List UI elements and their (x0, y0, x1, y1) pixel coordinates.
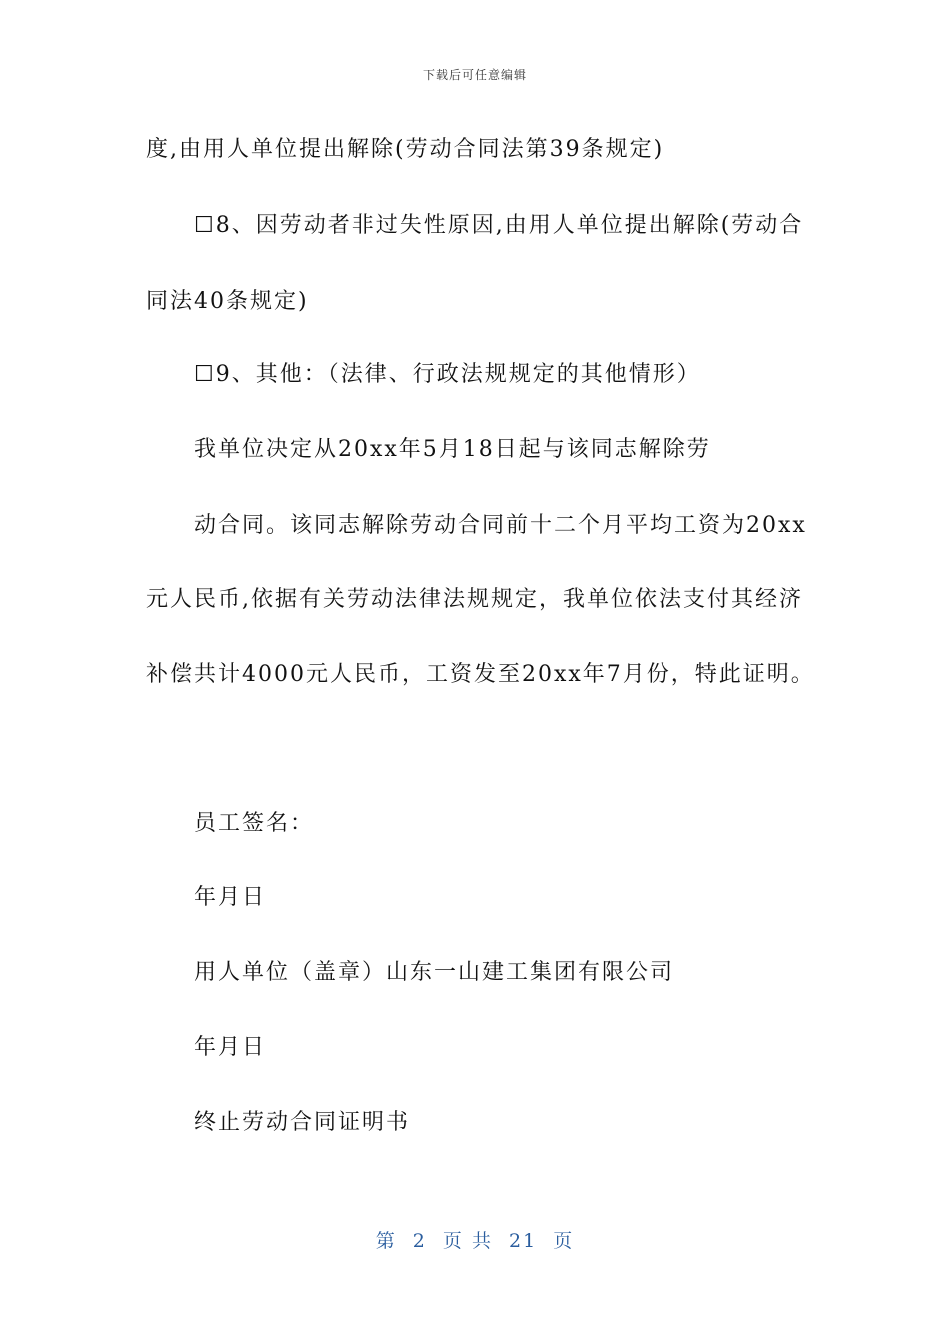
footer-middle: 页 共 (442, 1230, 493, 1252)
employer-seal-label: 用人单位（盖章）山东一山建工集团有限公司 (194, 960, 675, 985)
body-line-2: ☐8、因劳动者非过失性原因,由用人单位提出解除(劳动合 (194, 213, 804, 238)
body-line-8: 补偿共计4000元人民币，工资发至20xx年7月份，特此证明。 (146, 662, 815, 687)
footer-page-number: 2 (412, 1230, 427, 1252)
footer-suffix: 页 (553, 1230, 575, 1252)
footer-total-pages: 21 (509, 1230, 538, 1252)
body-line-7: 元人民币,依据有关劳动法律法规规定，我单位依法支付其经济 (146, 587, 803, 612)
page-number-footer (0, 1226, 950, 1253)
employee-signature-label: 员工签名： (194, 811, 315, 836)
body-line-4: ☐9、其他：（法律、行政法规规定的其他情形） (194, 362, 701, 387)
body-line-6: 动合同。该同志解除劳动合同前十二个月平均工资为20xx (194, 513, 807, 538)
employer-date-label: 年月日 (194, 1035, 267, 1060)
employee-date-label: 年月日 (194, 885, 267, 910)
body-line-3: 同法40条规定) (146, 289, 309, 314)
body-line-1: 度,由用人单位提出解除(劳动合同法第39条规定) (146, 137, 665, 162)
document-title: 终止劳动合同证明书 (194, 1110, 411, 1135)
footer-prefix: 第 (375, 1230, 397, 1252)
body-line-5: 我单位决定从20xx年5月18日起与该同志解除劳 (194, 437, 711, 462)
page-header: 下载后可任意编辑 (422, 68, 527, 82)
